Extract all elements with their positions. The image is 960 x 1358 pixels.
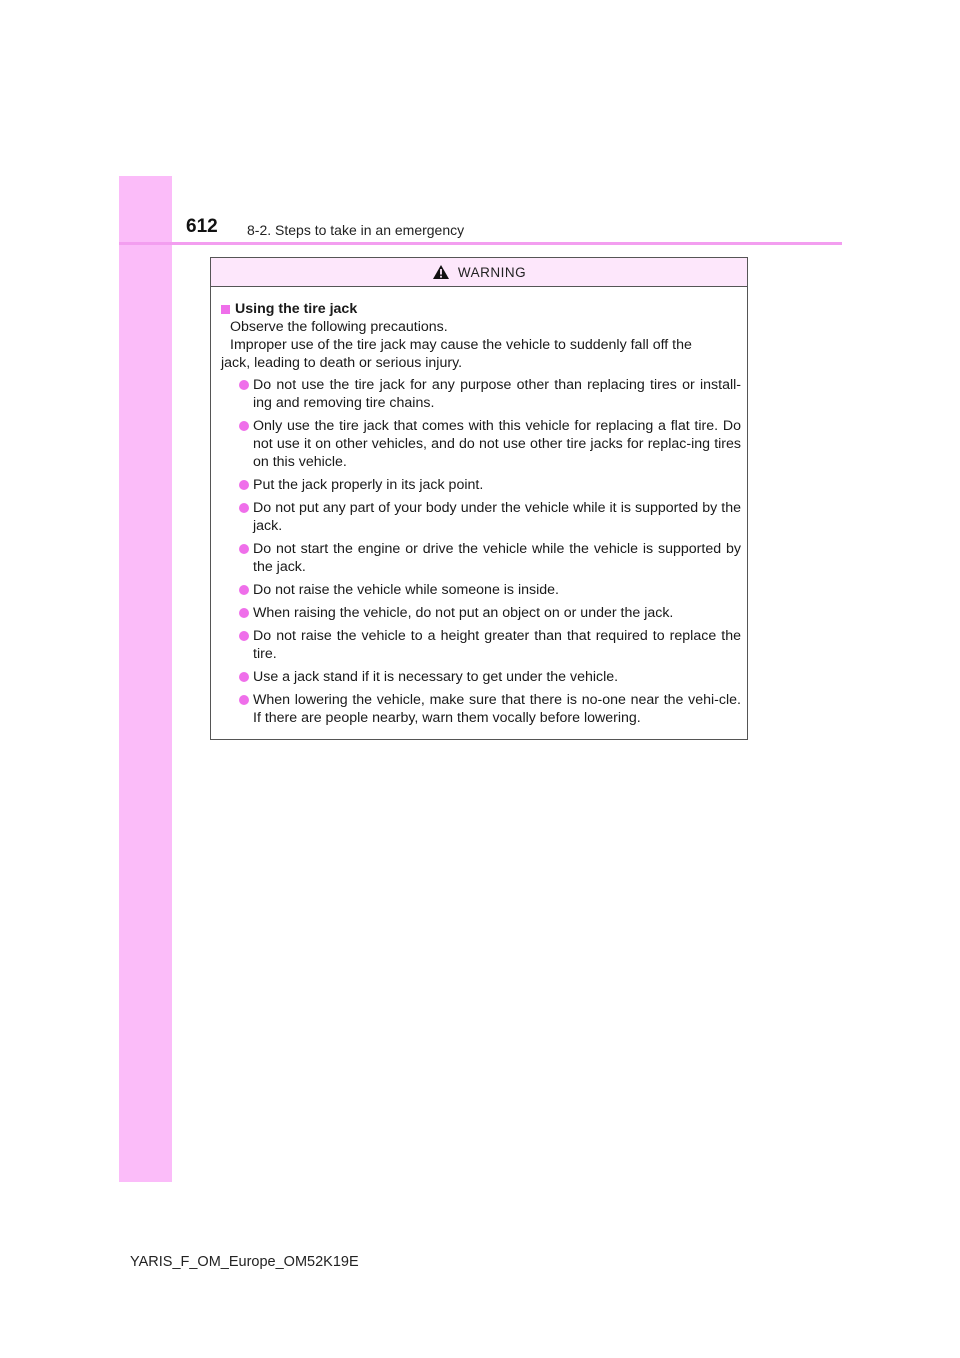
list-item-text: Do not put any part of your body under the vehicle while it is supported by the jack.	[253, 500, 741, 534]
list-item-text: Put the jack properly in its jack point.	[253, 477, 484, 493]
list-item-text: When raising the vehicle, do not put an object on or under the jack.	[253, 605, 674, 621]
precautions-list	[221, 376, 741, 727]
section-title: 8-2. Steps to take in an emergency	[247, 222, 465, 238]
page-number: 612	[186, 216, 218, 237]
heading-text: Using the tire jack	[235, 301, 358, 317]
circle-bullet-icon	[239, 695, 249, 705]
list-item	[221, 476, 741, 494]
list-item-text: Do not use the tire jack for any purpose other than replacing tires or install-ing and removing tire chains.	[253, 377, 741, 411]
circle-bullet-icon	[239, 380, 249, 390]
circle-bullet-icon	[239, 608, 249, 618]
list-item-text: Use a jack stand if it is necessary to get under the vehicle.	[253, 669, 619, 685]
intro-line: Observe the following precautions.	[230, 319, 448, 335]
list-item	[221, 540, 741, 576]
document-code: YARIS_F_OM_Europe_OM52K19E	[130, 1254, 359, 1270]
list-item-text: Do not raise the vehicle while someone is inside.	[253, 582, 559, 598]
square-bullet-icon	[221, 305, 230, 314]
list-item	[221, 604, 741, 622]
list-item-text: When lowering the vehicle, make sure that there is no-one near the vehi-cle. If there are people nearby, warn them vocally before lowering.	[253, 692, 741, 726]
intro-line: Improper use of the tire jack may cause the vehicle to suddenly fall off the	[230, 337, 692, 353]
list-item	[221, 376, 741, 412]
circle-bullet-icon	[239, 480, 249, 490]
circle-bullet-icon	[239, 503, 249, 513]
circle-bullet-icon	[239, 585, 249, 595]
side-color-band	[119, 176, 172, 1182]
section-heading	[221, 300, 741, 318]
list-item-text: Do not start the engine or drive the vehicle while the vehicle is supported by the jack.	[253, 541, 741, 575]
list-item-text: Do not raise the vehicle to a height greater than that required to replace the tire.	[253, 628, 741, 662]
header-divider	[119, 242, 842, 245]
list-item	[221, 417, 741, 471]
list-item	[221, 581, 741, 599]
list-item-text: Only use the tire jack that comes with this vehicle for replacing a flat tire. Do not use it on other vehicles, and do not use other tire jacks for replac-ing tires on this vehicle.	[253, 418, 741, 470]
intro-line: jack, leading to death or serious injury.	[221, 355, 463, 371]
circle-bullet-icon	[239, 421, 249, 431]
warning-label: WARNING	[457, 264, 527, 280]
warning-header	[211, 258, 747, 287]
list-item	[221, 668, 741, 686]
intro-text	[221, 318, 741, 372]
circle-bullet-icon	[239, 672, 249, 682]
warning-box	[210, 257, 748, 740]
list-item	[221, 691, 741, 727]
list-item	[221, 499, 741, 535]
circle-bullet-icon	[239, 631, 249, 641]
circle-bullet-icon	[239, 544, 249, 554]
list-item	[221, 627, 741, 663]
warning-triangle-icon	[432, 264, 450, 280]
warning-body	[211, 287, 747, 727]
